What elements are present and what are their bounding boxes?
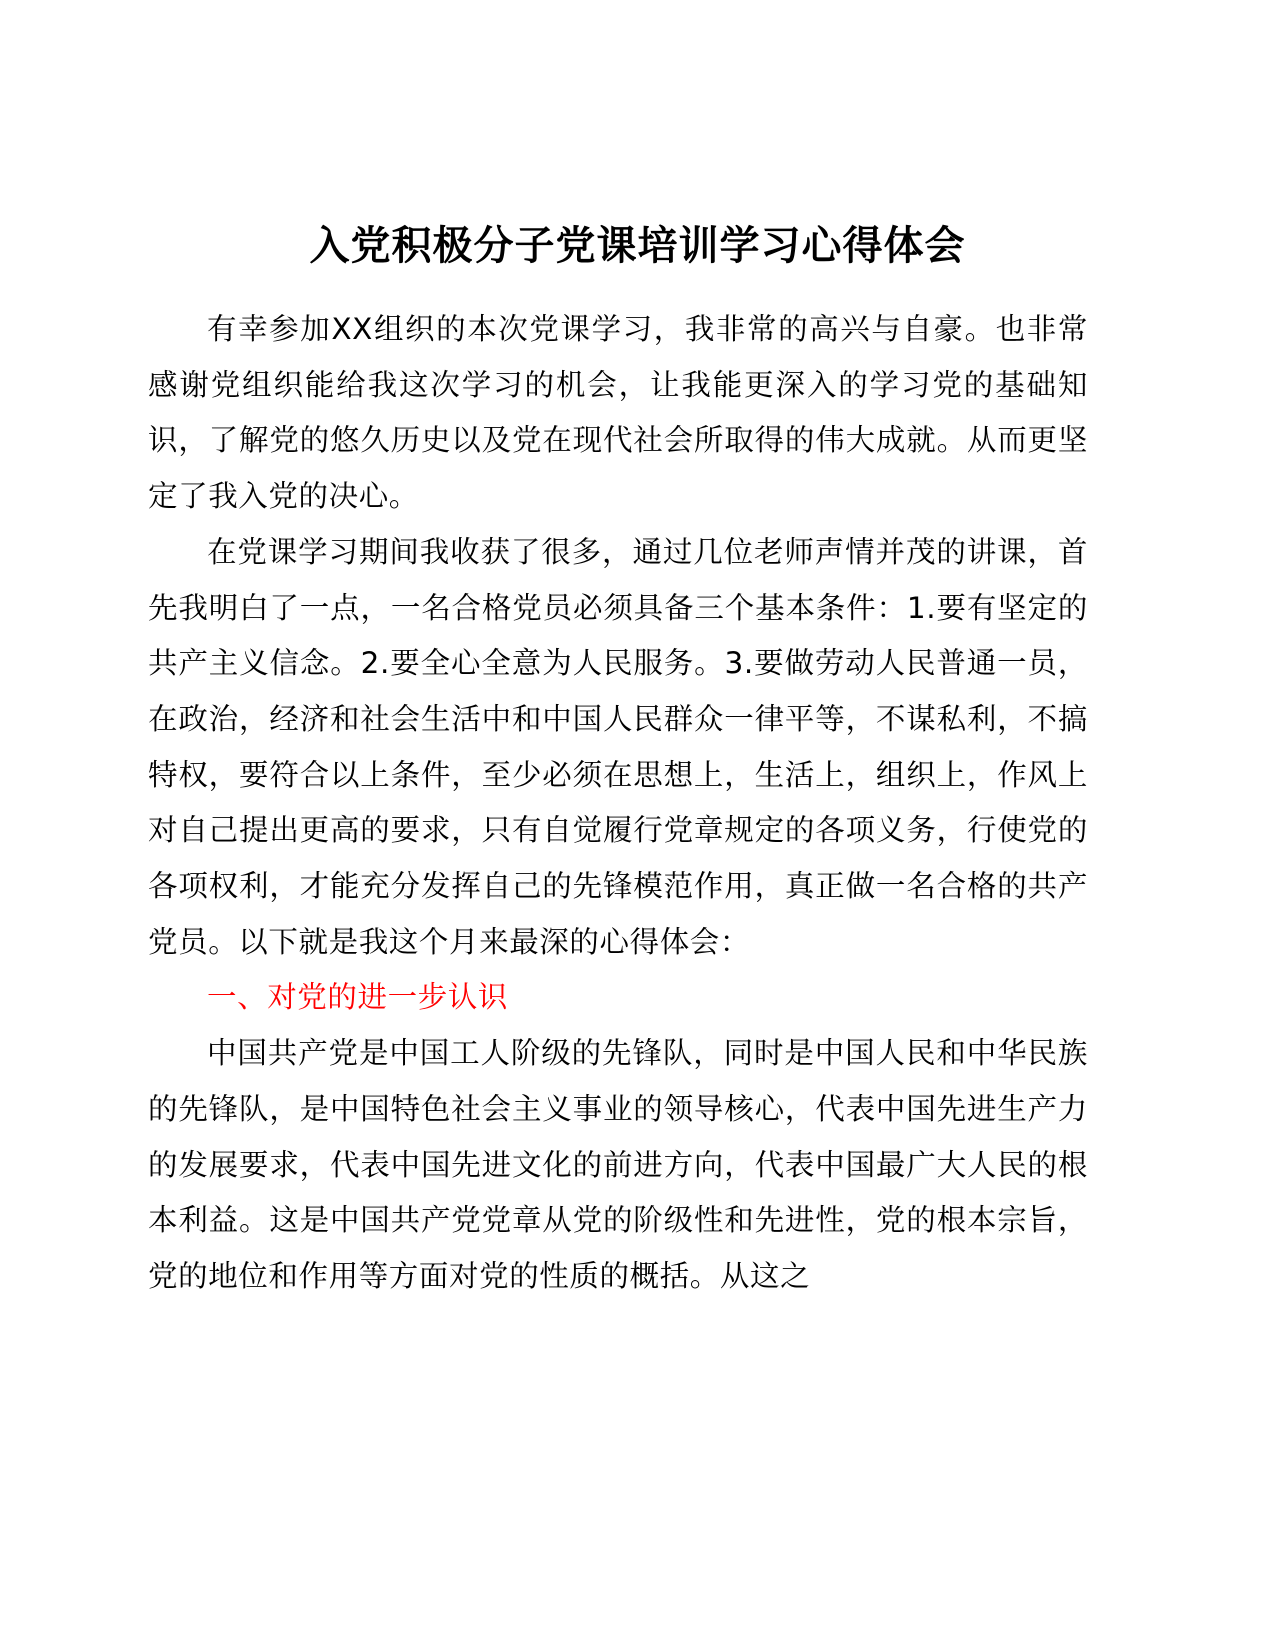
paragraph-party-conditions: 在党课学习期间我收获了很多，通过几位老师声情并茂的讲课，首先我明白了一点，一名合格党员必须具备三个基本条件：1.要有坚定的共产主义信念。2.要全心全意为人民服务。3.要做劳动人民普通一员，在政治，经济和社会生活中和中国人民群众一律平等，不谋私利，不搞特权，要符合以上条件，至少必须在思想上，生活上，组织上，作风上对自己提出更高的要求，只有自觉履行党章规定的各项义务，行使党的各项权利，才能充分发挥自己的先锋模范作用，真正做一名合格的共产党员。以下就是我这个月来最深的心得体会： — [148, 534, 1088, 959]
document-body — [148, 302, 1088, 1305]
document-title: 入党积极分子党课培训学习心得体会 — [309, 223, 966, 269]
paragraph-party-nature: 中国共产党是中国工人阶级的先锋队，同时是中国人民和中华民族的先锋队，是中国特色社会主义事业的领导核心，代表中国先进生产力的发展要求，代表中国先进文化的前进方向，代表中国最广大人民的根本利益。这是中国共产党党章从党的阶级性和先进性，党的根本宗旨，党的地位和作用等方面对党的性质的概括。从这之 — [148, 1036, 1088, 1293]
paragraph-intro: 有幸参加XX组织的本次党课学习，我非常的高兴与自豪。也非常感谢党组织能给我这次学习的机会，让我能更深入的学习党的基础知识，了解党的悠久历史以及党在现代社会所取得的伟大成就。从而更坚定了我入党的决心。 — [148, 312, 1088, 514]
section-heading: 一、对党的进一步认识 — [207, 980, 509, 1015]
